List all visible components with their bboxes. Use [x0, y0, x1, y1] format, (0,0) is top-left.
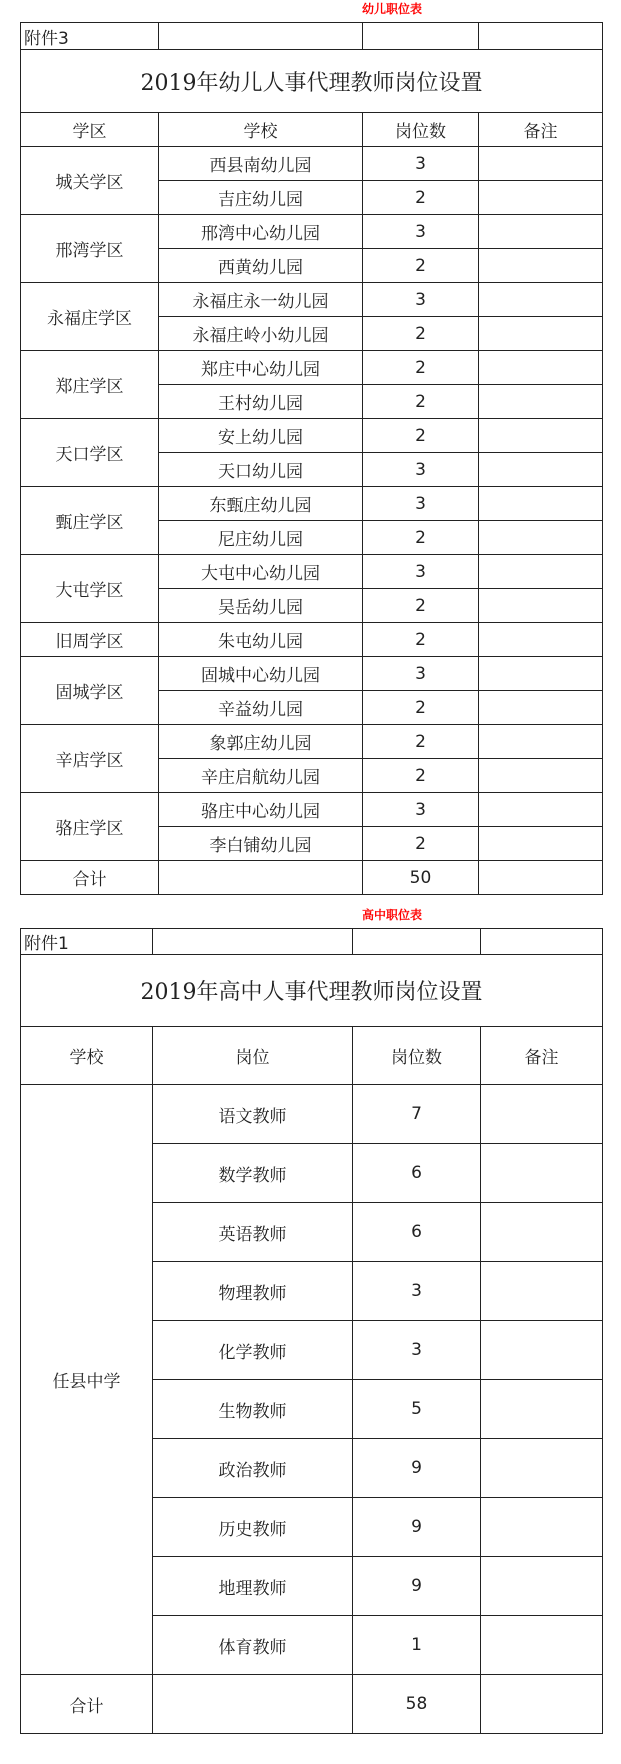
remark-cell	[481, 1203, 603, 1262]
remark-cell	[481, 1144, 603, 1203]
header-remark: 备注	[481, 1027, 603, 1085]
post-cell: 物理教师	[153, 1262, 353, 1321]
school-cell: 郑庄中心幼儿园	[159, 351, 363, 385]
table-row	[21, 487, 603, 521]
district-cell: 骆庄学区	[21, 793, 159, 861]
district-cell: 永福庄学区	[21, 283, 159, 351]
district-cell: 邢湾学区	[21, 215, 159, 283]
remark-cell	[479, 521, 603, 555]
count-cell: 3	[363, 555, 479, 589]
count-cell: 2	[363, 623, 479, 657]
count-cell: 7	[353, 1085, 481, 1144]
header-count: 岗位数	[363, 113, 479, 147]
remark-cell	[479, 419, 603, 453]
empty-cell	[153, 929, 353, 955]
count-cell: 2	[363, 419, 479, 453]
empty-cell	[159, 861, 363, 895]
remark-cell	[479, 351, 603, 385]
total-value: 50	[363, 861, 479, 895]
header-district: 学区	[21, 113, 159, 147]
highschool-table-body	[21, 929, 603, 1734]
table-title: 2019年幼儿人事代理教师岗位设置	[21, 50, 603, 113]
remark-cell	[479, 725, 603, 759]
count-cell: 9	[353, 1498, 481, 1557]
table-row	[21, 793, 603, 827]
count-cell: 6	[353, 1203, 481, 1262]
remark-cell	[481, 1616, 603, 1675]
remark-cell	[479, 793, 603, 827]
school-cell: 西县南幼儿园	[159, 147, 363, 181]
post-cell: 政治教师	[153, 1439, 353, 1498]
remark-cell	[479, 691, 603, 725]
count-cell: 3	[363, 147, 479, 181]
total-row	[21, 861, 603, 895]
count-cell: 2	[363, 521, 479, 555]
school-cell: 王村幼儿园	[159, 385, 363, 419]
highschool-table	[20, 928, 603, 1734]
school-cell: 辛庄启航幼儿园	[159, 759, 363, 793]
count-cell: 2	[363, 351, 479, 385]
total-label: 合计	[21, 861, 159, 895]
count-cell: 6	[353, 1144, 481, 1203]
school-cell: 尼庄幼儿园	[159, 521, 363, 555]
header-post: 岗位	[153, 1027, 353, 1085]
district-cell: 郑庄学区	[21, 351, 159, 419]
remark-cell	[479, 759, 603, 793]
remark-cell	[479, 487, 603, 521]
school-cell: 安上幼儿园	[159, 419, 363, 453]
count-cell: 1	[353, 1616, 481, 1675]
school-cell: 任县中学	[21, 1085, 153, 1675]
school-cell: 固城中心幼儿园	[159, 657, 363, 691]
empty-cell	[363, 23, 479, 50]
count-cell: 2	[363, 249, 479, 283]
post-cell: 历史教师	[153, 1498, 353, 1557]
post-cell: 体育教师	[153, 1616, 353, 1675]
empty-cell	[479, 23, 603, 50]
district-cell: 天口学区	[21, 419, 159, 487]
count-cell: 3	[353, 1321, 481, 1380]
remark-cell	[481, 1085, 603, 1144]
school-cell: 象郭庄幼儿园	[159, 725, 363, 759]
remark-cell	[479, 589, 603, 623]
table-row	[21, 147, 603, 181]
count-cell: 3	[363, 487, 479, 521]
school-cell: 西黄幼儿园	[159, 249, 363, 283]
header-remark: 备注	[479, 113, 603, 147]
remark-cell	[481, 1380, 603, 1439]
kindergarten-table-body	[21, 23, 603, 895]
district-cell: 辛店学区	[21, 725, 159, 793]
school-cell: 辛益幼儿园	[159, 691, 363, 725]
count-cell: 2	[363, 827, 479, 861]
school-cell: 大屯中心幼儿园	[159, 555, 363, 589]
school-cell: 朱屯幼儿园	[159, 623, 363, 657]
remark-cell	[479, 249, 603, 283]
total-value: 58	[353, 1675, 481, 1734]
count-cell: 3	[363, 657, 479, 691]
attachment-label: 附件1	[21, 929, 153, 955]
post-cell: 地理教师	[153, 1557, 353, 1616]
table-row	[21, 555, 603, 589]
table-row	[21, 657, 603, 691]
remark-cell	[481, 1439, 603, 1498]
table-row	[21, 283, 603, 317]
school-cell: 吉庄幼儿园	[159, 181, 363, 215]
remark-cell	[479, 657, 603, 691]
school-cell: 吴岳幼儿园	[159, 589, 363, 623]
remark-cell	[479, 181, 603, 215]
empty-cell	[353, 929, 481, 955]
remark-cell	[479, 861, 603, 895]
count-cell: 3	[363, 453, 479, 487]
count-cell: 2	[363, 589, 479, 623]
district-cell: 城关学区	[21, 147, 159, 215]
empty-cell	[481, 929, 603, 955]
remark-cell	[481, 1498, 603, 1557]
post-cell: 英语教师	[153, 1203, 353, 1262]
count-cell: 2	[363, 317, 479, 351]
header-school: 学校	[159, 113, 363, 147]
remark-cell	[479, 317, 603, 351]
table-row	[21, 1085, 603, 1144]
remark-cell	[479, 385, 603, 419]
attachment-label: 附件3	[21, 23, 159, 50]
kindergarten-table	[20, 22, 603, 895]
remark-cell	[479, 147, 603, 181]
total-row	[21, 1675, 603, 1734]
school-cell: 李白铺幼儿园	[159, 827, 363, 861]
remark-cell	[481, 1321, 603, 1380]
count-cell: 5	[353, 1380, 481, 1439]
school-cell: 永福庄永一幼儿园	[159, 283, 363, 317]
post-cell: 生物教师	[153, 1380, 353, 1439]
count-cell: 2	[363, 385, 479, 419]
table-row	[21, 351, 603, 385]
post-cell: 语文教师	[153, 1085, 353, 1144]
remark-cell	[481, 1675, 603, 1734]
count-cell: 3	[363, 793, 479, 827]
remark-cell	[481, 1262, 603, 1321]
table-row	[21, 725, 603, 759]
school-cell: 邢湾中心幼儿园	[159, 215, 363, 249]
school-cell: 永福庄岭小幼儿园	[159, 317, 363, 351]
school-cell: 骆庄中心幼儿园	[159, 793, 363, 827]
table-title: 2019年高中人事代理教师岗位设置	[21, 955, 603, 1027]
district-cell: 大屯学区	[21, 555, 159, 623]
post-cell: 数学教师	[153, 1144, 353, 1203]
remark-cell	[479, 555, 603, 589]
remark-cell	[479, 453, 603, 487]
district-cell: 固城学区	[21, 657, 159, 725]
district-cell: 甄庄学区	[21, 487, 159, 555]
post-cell: 化学教师	[153, 1321, 353, 1380]
table-row	[21, 215, 603, 249]
empty-cell	[153, 1675, 353, 1734]
school-cell: 天口幼儿园	[159, 453, 363, 487]
remark-cell	[481, 1557, 603, 1616]
remark-cell	[479, 623, 603, 657]
table-row	[21, 419, 603, 453]
header-count: 岗位数	[353, 1027, 481, 1085]
count-cell: 2	[363, 691, 479, 725]
count-cell: 3	[363, 215, 479, 249]
remark-cell	[479, 283, 603, 317]
total-label: 合计	[21, 1675, 153, 1734]
school-cell: 东甄庄幼儿园	[159, 487, 363, 521]
remark-cell	[479, 215, 603, 249]
table-row	[21, 623, 603, 657]
count-cell: 3	[363, 283, 479, 317]
header-school: 学校	[21, 1027, 153, 1085]
count-cell: 2	[363, 759, 479, 793]
count-cell: 9	[353, 1557, 481, 1616]
kindergarten-caption: 幼儿职位表	[362, 2, 423, 16]
empty-cell	[159, 23, 363, 50]
count-cell: 9	[353, 1439, 481, 1498]
remark-cell	[479, 827, 603, 861]
count-cell: 2	[363, 181, 479, 215]
count-cell: 2	[363, 725, 479, 759]
highschool-caption: 高中职位表	[362, 908, 423, 922]
count-cell: 3	[353, 1262, 481, 1321]
district-cell: 旧周学区	[21, 623, 159, 657]
